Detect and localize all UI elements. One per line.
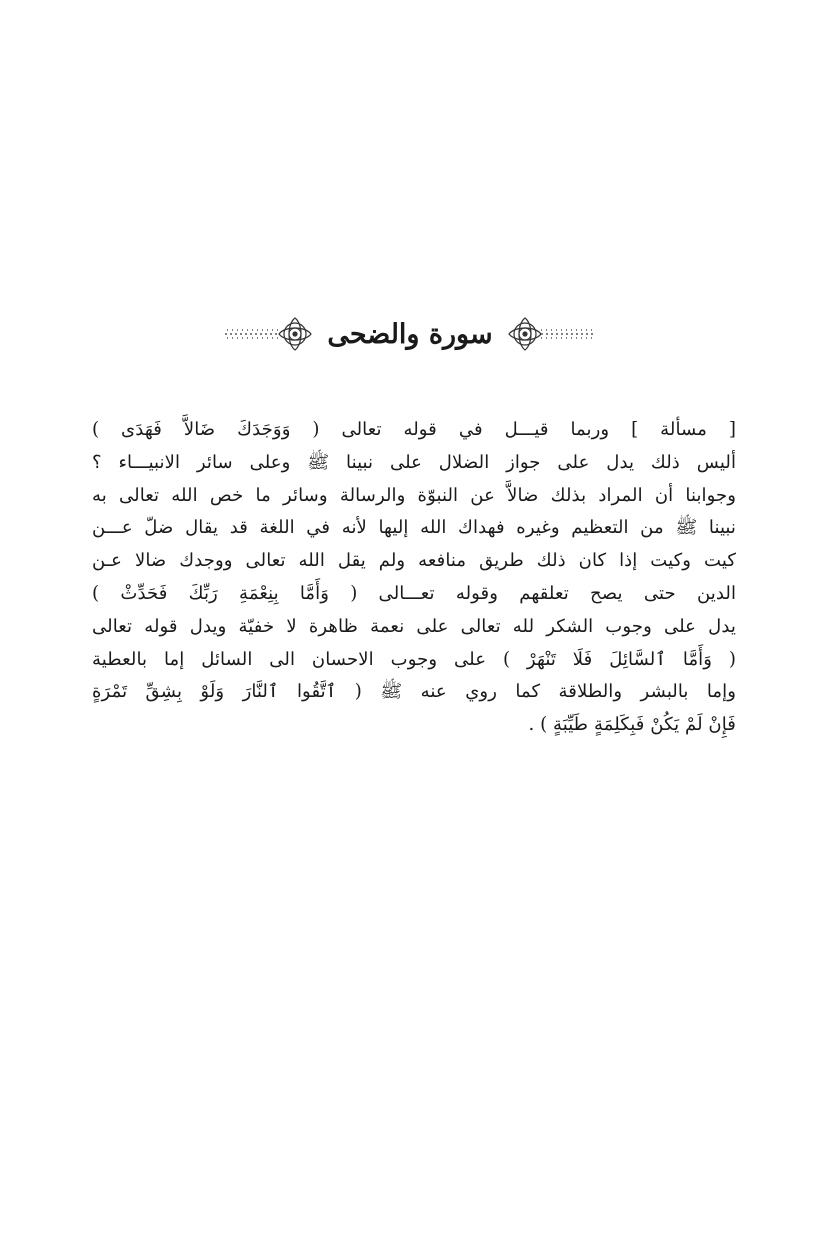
text-line: الدين حتى يصح تعلقهم وقوله تعـــالى ( وَأَمَّا بِنِعْمَةِ رَبِّكَ فَحَدِّثْ ) — [92, 582, 736, 604]
text-line: فَإِنْ لَمْ يَكُنْ فَبِكَلِمَةٍ طَيِّبَةٍ ) . — [528, 714, 736, 736]
text-line: يدل على وجوب الشكر لله تعالى على نعمة ظاهرة لا خفيّة ويدل قوله تعالى — [92, 615, 736, 637]
text-line: كيت وكيت إذا كان ذلك طريق منافعه ولم يقل الله تعالى ووجدك ضالا عـن — [92, 550, 736, 572]
text-line: ( وَأَمَّا ٱلسَّائِلَ فَلَا تَنْهَرْ ) على وجوب الاحسان الى السائل إما بالعطية — [92, 648, 736, 670]
text-line: أليس ذلك يدل على جواز الضلال على نبينا ﷺ وعلى سائر الانبيـــاء ؟ — [92, 451, 736, 473]
surah-heading — [225, 306, 595, 362]
text-line: وجوابنا أن المراد بذلك ضالاًّ عن النبوّة والرسالة وسائر ما خص الله تعالى به — [92, 484, 736, 506]
ornament-right-icon — [505, 314, 597, 354]
text-line: [ مسألة ] وربما قيـــل في قوله تعالى ( وَوَجَدَكَ ضَالاًّ فَهَدَى ) — [92, 419, 736, 440]
text-line: وإما بالبشر والطلاقة كما روي عنه ﷺ ( ٱتَّقُوا ٱلنَّارَ وَلَوْ بِشِقِّ تَمْرَةٍ — [92, 681, 736, 703]
text-line: نبينا ﷺ من التعظيم وغيره فهداك الله إليها لأنه في اللغة قد يقال ضلّ عـــن — [92, 517, 736, 539]
ornament-left-icon — [223, 314, 315, 354]
surah-title: سورة والضحى — [327, 318, 493, 350]
body-text — [92, 414, 736, 742]
